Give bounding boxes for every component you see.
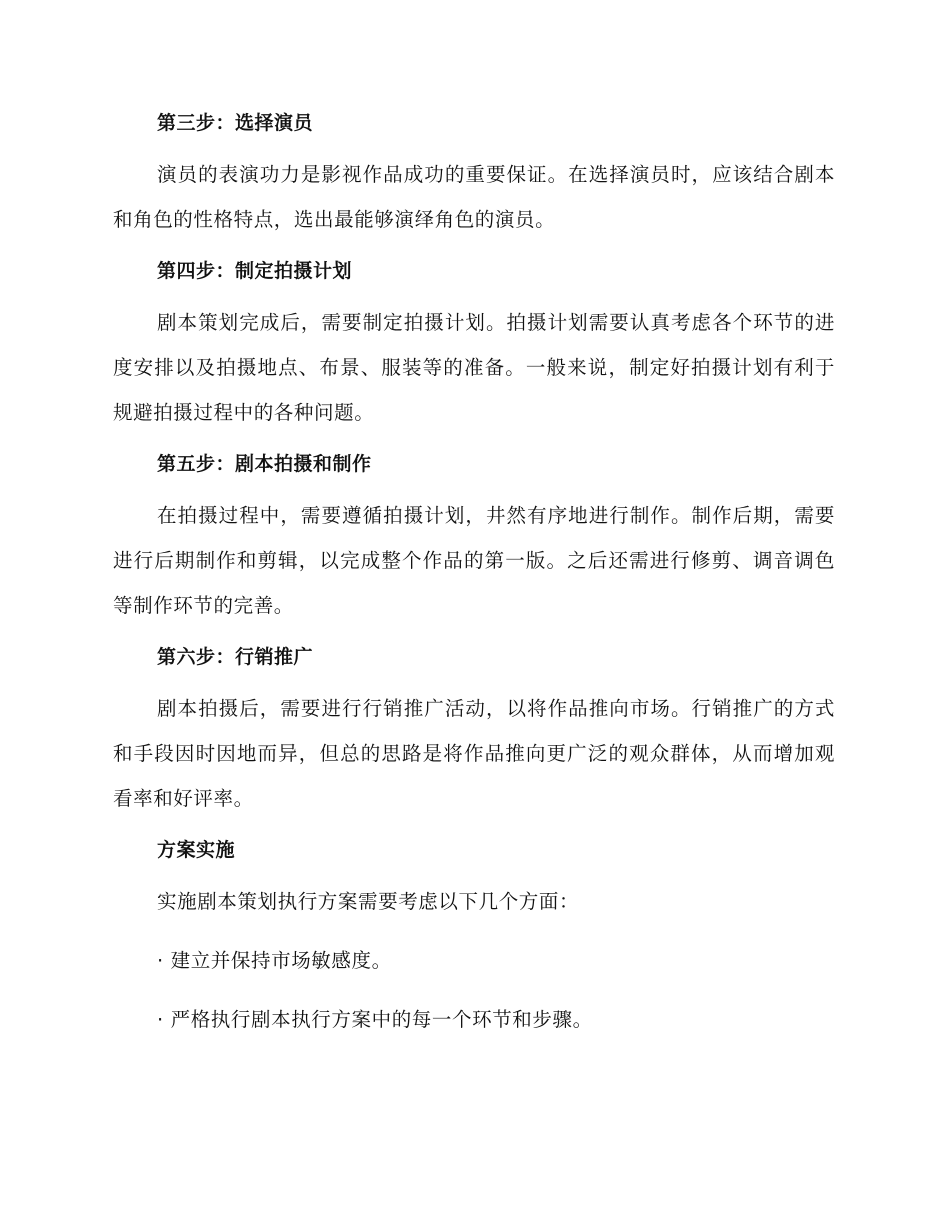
- section-paragraph-step3: 演员的表演功力是影视作品成功的重要保证。在选择演员时，应该结合剧本和角色的性格特点，选出最能够演绎角色的演员。: [113, 163, 835, 231]
- section-paragraph-step5: 在拍摄过程中，需要遵循拍摄计划，井然有序地进行制作。制作后期，需要进行后期制作和剪辑，以完成整个作品的第一版。之后还需进行修剪、调音调色等制作环节的完善。: [113, 504, 835, 617]
- implementation-intro: 实施剧本策划执行方案需要考虑以下几个方面：: [157, 890, 580, 913]
- section-heading-step3: 第三步：选择演员: [157, 112, 314, 134]
- section-heading-step6: 第六步：行销推广: [157, 646, 314, 668]
- section-heading-step5: 第五步：剧本拍摄和制作: [157, 453, 372, 475]
- implementation-bullet-1: · 建立并保持市场敏感度。: [157, 949, 392, 972]
- implementation-bullet-2: · 严格执行剧本执行方案中的每一个环节和步骤。: [157, 1008, 593, 1031]
- section-heading-step4: 第四步：制定拍摄计划: [157, 260, 353, 282]
- implementation-heading: 方案实施: [157, 839, 236, 861]
- section-paragraph-step4: 剧本策划完成后，需要制定拍摄计划。拍摄计划需要认真考虑各个环节的进度安排以及拍摄地点、布景、服装等的准备。一般来说，制定好拍摄计划有利于规避拍摄过程中的各种问题。: [113, 311, 835, 424]
- document-body: [113, 108, 835, 1042]
- section-paragraph-step6: 剧本拍摄后，需要进行行销推广活动，以将作品推向市场。行销推广的方式和手段因时因地而异，但总的思路是将作品推向更广泛的观众群体，从而增加观看率和好评率。: [113, 697, 835, 810]
